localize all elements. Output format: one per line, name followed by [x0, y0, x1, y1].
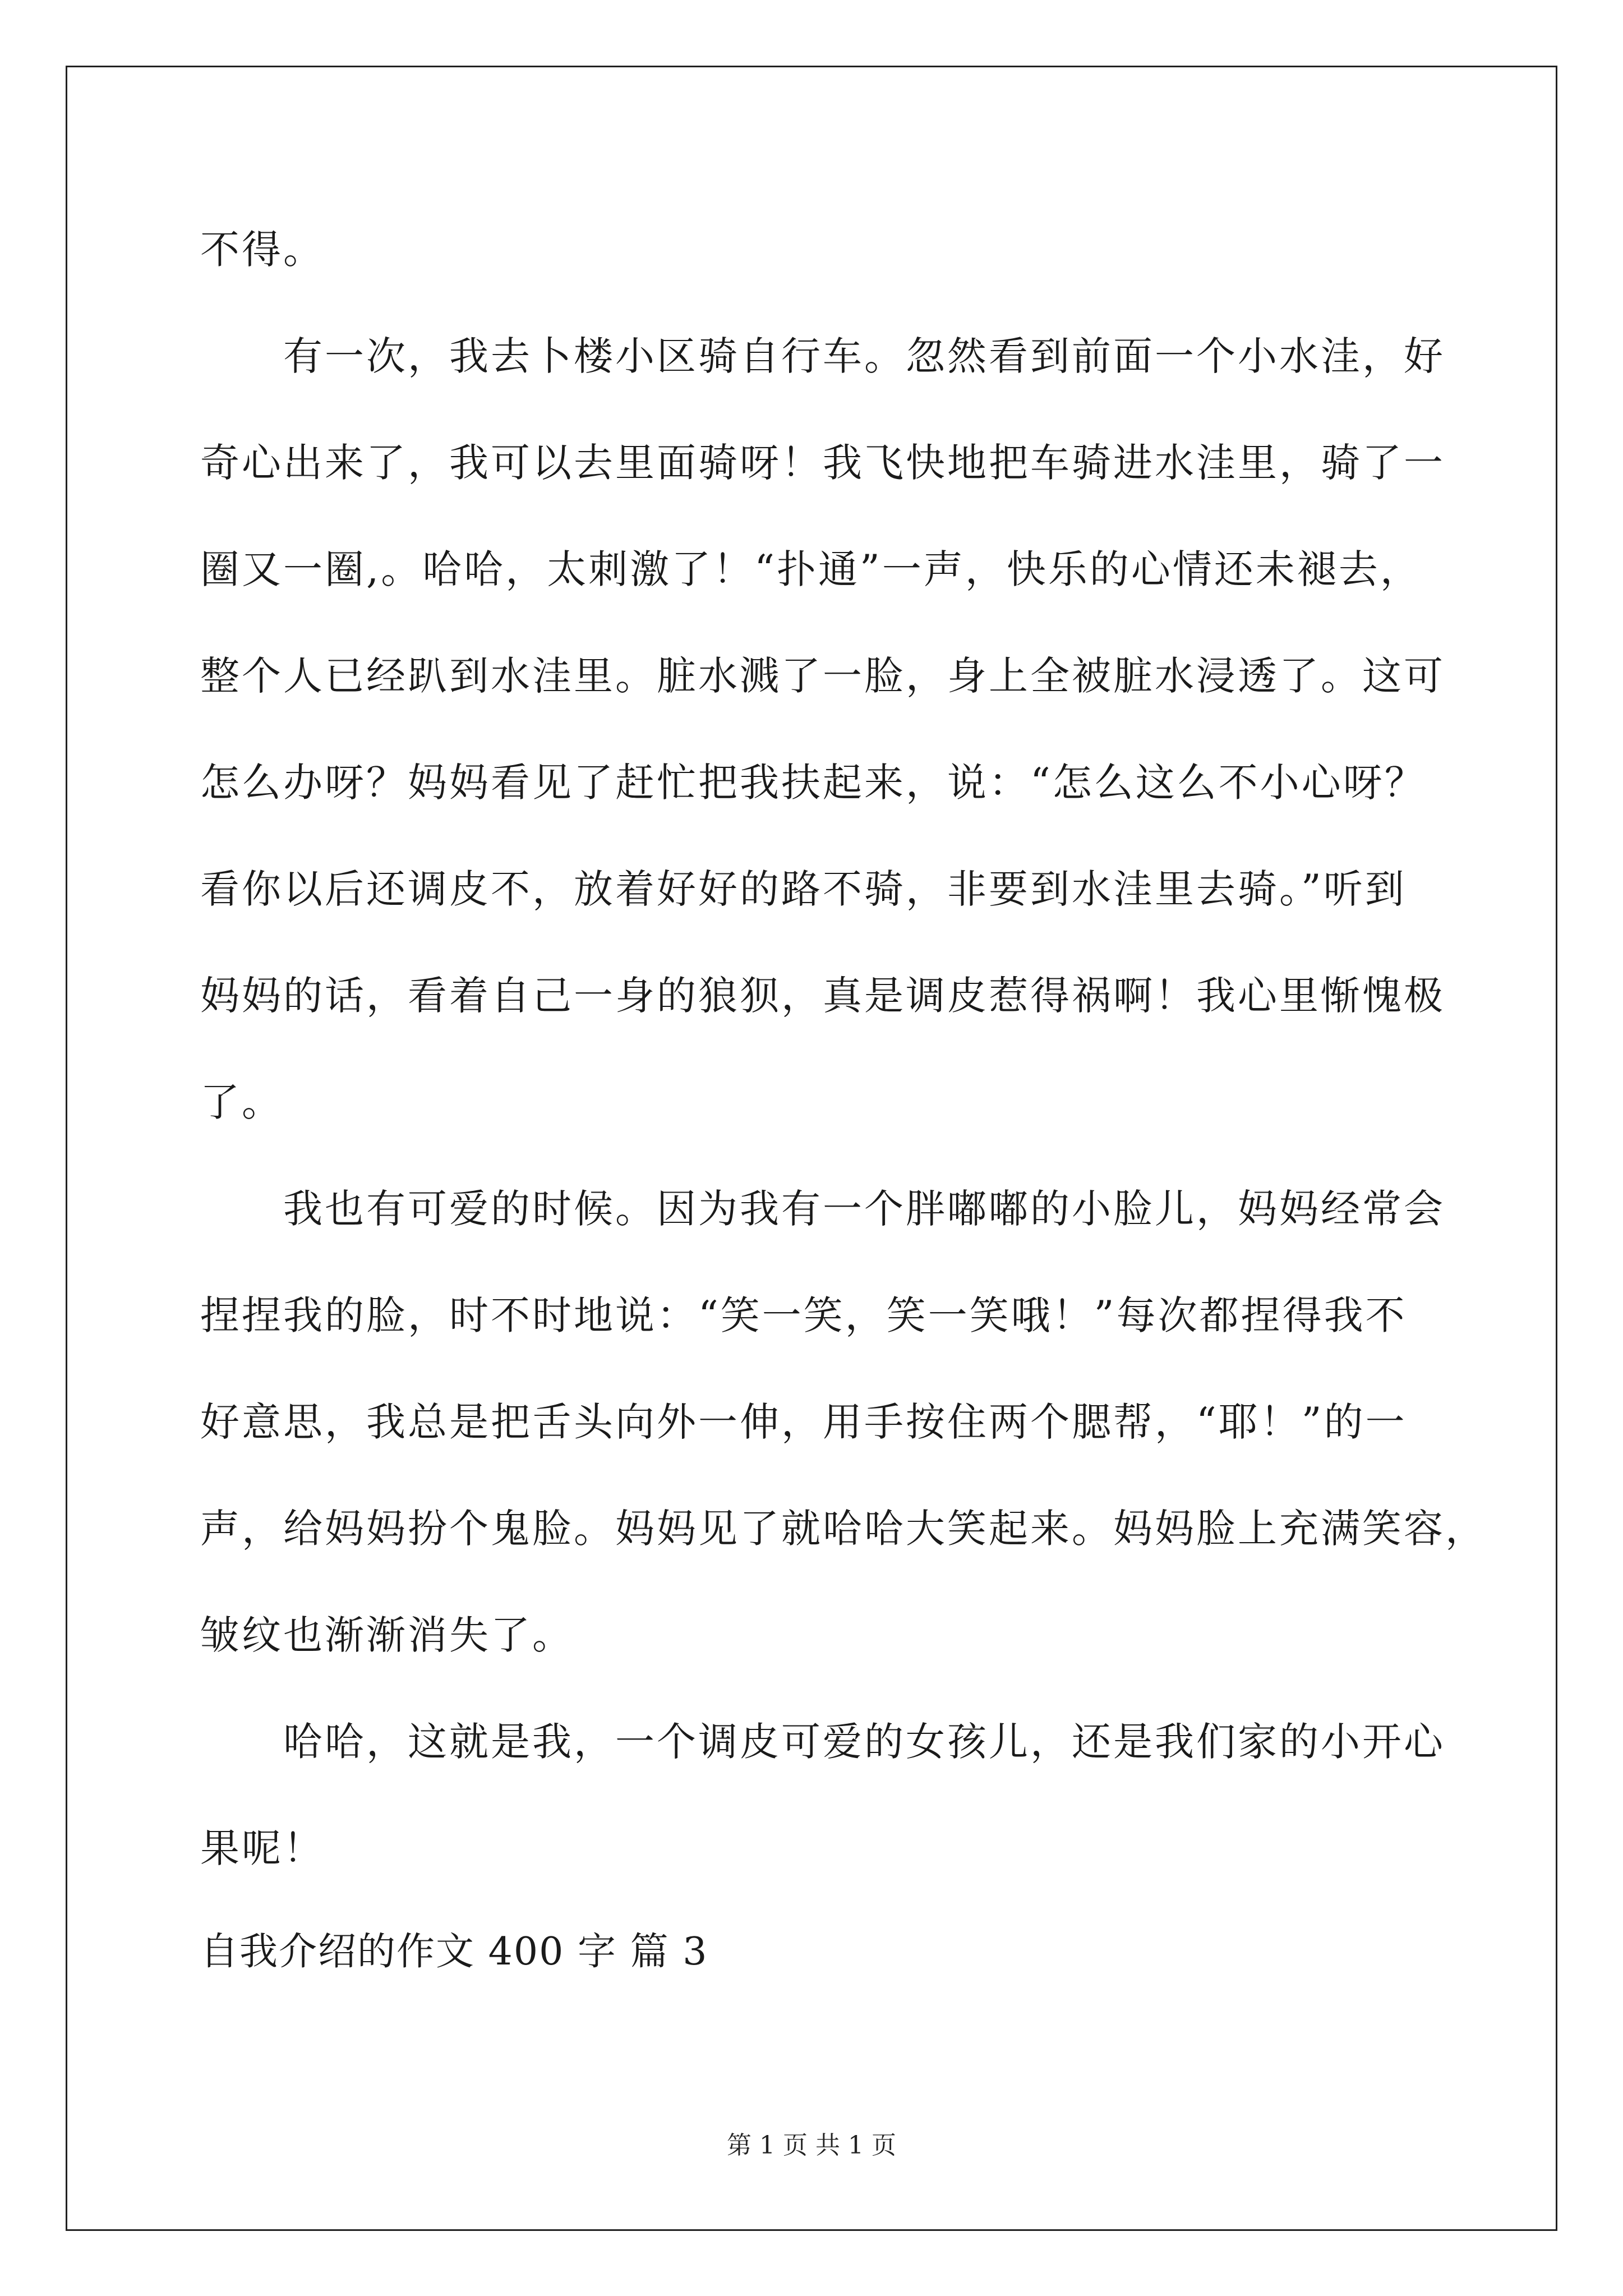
text-line-16: 果呢！ — [200, 1825, 325, 1871]
text-line-3: 奇心出来了，我可以去里面骑呀！我飞快地把车骑进水洼里，骑了一 — [200, 440, 1445, 486]
text-line-12: 好意思，我总是把舌头向外一伸，用手按住两个腮帮，“耶！”的一 — [200, 1399, 1407, 1445]
text-line-13: 声，给妈妈扮个鬼脸。妈妈见了就哈哈大笑起来。妈妈脸上充满笑容， — [200, 1506, 1487, 1552]
text-line-5: 整个人已经趴到水洼里。脏水溅了一脸，身上全被脏水浸透了。这可 — [200, 653, 1445, 699]
text-line-14: 皱纹也渐渐消失了。 — [200, 1612, 574, 1658]
text-line-11: 捏捏我的脸，时不时地说：“笑一笑，笑一笑哦！”每次都捏得我不 — [200, 1292, 1407, 1338]
text-line-1: 不得。 — [200, 227, 325, 273]
text-line-6: 怎么办呀？妈妈看见了赶忙把我扶起来，说：“怎么这么不小心呀？ — [200, 760, 1426, 806]
text-line-2: 有一次，我去卜楼小区骑自行车。忽然看到前面一个小水洼，好 — [283, 333, 1445, 379]
text-line-8: 妈妈的话，看着自己一身的狼狈，真是调皮惹得祸啊！我心里惭愧极 — [200, 973, 1445, 1019]
text-line-10: 我也有可爱的时候。因为我有一个胖嘟嘟的小脸儿，妈妈经常会 — [283, 1186, 1445, 1232]
text-line-4: 圈又一圈,。哈哈，太刺激了！“扑通”一声，快乐的心情还未褪去， — [200, 546, 1422, 592]
text-line-7: 看你以后还调皮不，放着好好的路不骑，非要到水洼里去骑。”听到 — [200, 866, 1407, 912]
section-heading: 自我介绍的作文 400 字 篇 3 — [200, 1930, 708, 1974]
text-line-15: 哈哈，这就是我，一个调皮可爱的女孩儿，还是我们家的小开心 — [283, 1719, 1445, 1765]
text-line-9: 了。 — [200, 1079, 283, 1125]
document-body — [200, 196, 1487, 2003]
page-footer: 第 1 页 共 1 页 — [727, 2131, 896, 2160]
